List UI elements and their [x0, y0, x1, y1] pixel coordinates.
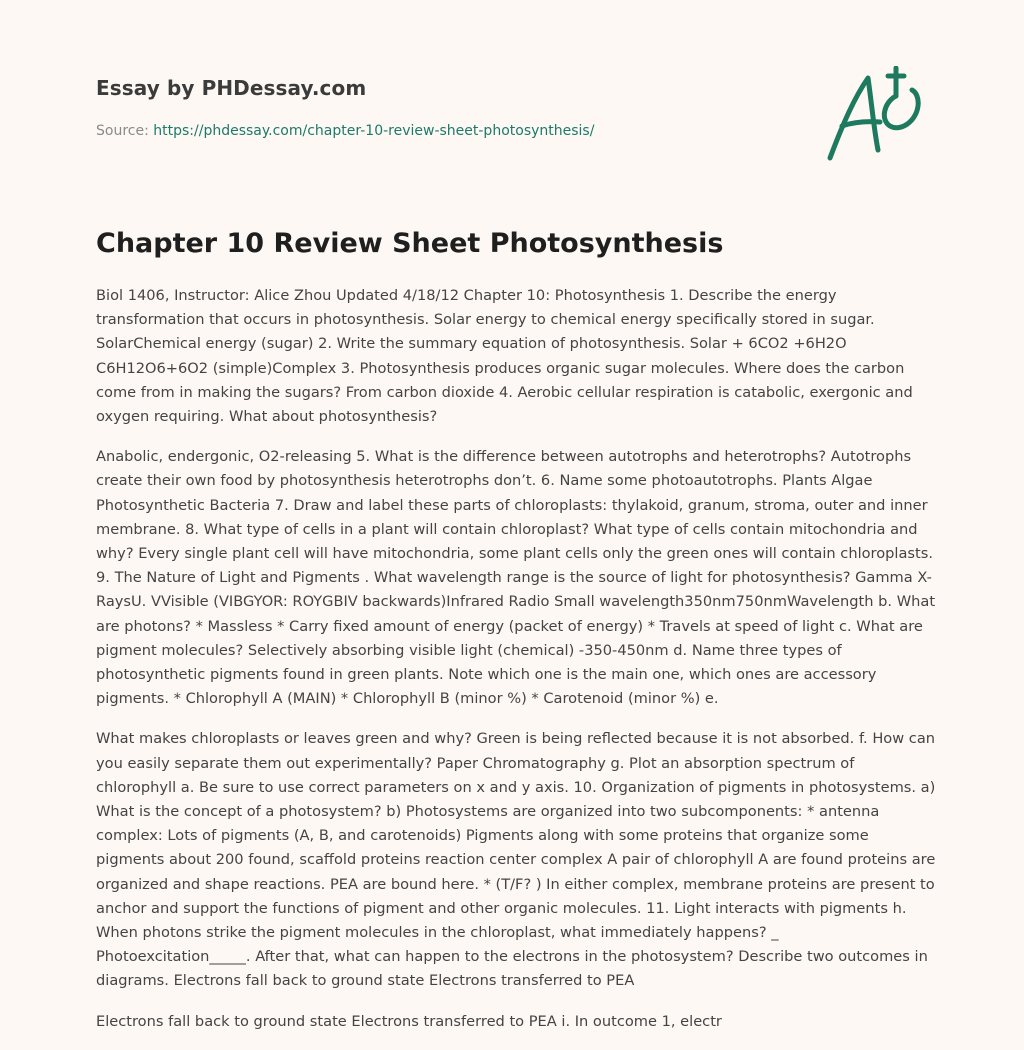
- source-link[interactable]: https://phdessay.com/chapter-10-review-sheet-photosynthesis/: [153, 123, 595, 139]
- brand-title: Essay by PHDessay.com: [96, 76, 367, 100]
- paragraph: What makes chloroplasts or leaves green and why? Green is being reflected because it is not absorbed. f. How can you easily separate them out experimentally? Paper Chromatography g. Plot an absorption spectrum of chlorophyll a. Be sure to use correct parameters on x and y axis. 10. Organization of pigments in photosystems. a) What is the concept of a photosystem? b) Photosystems are organized into two subcomponents: * antenna complex: Lots of pigments (A, B, and carotenoids) Pigments along with some proteins that organize some pigments about 200 found, scaffold proteins reaction center complex A pair of chlorophyll A are found proteins are organized and shape reactions. PEA are bound here. * (T/F? ) In either complex, membrane proteins are present to anchor and support the functions of pigment and other organic molecules. 11. Light interacts with pigments h. When photons strike the pigment molecules in the chloroplast, what immediately happens? _ Photoexcitation_____. After that, what can happen to the electrons in the photosystem? Describe two outcomes in diagrams. Electrons fall back to ground state Electrons transferred to PEA: [96, 730, 936, 990]
- document-body: [96, 284, 936, 1050]
- paragraph: Anabolic, endergonic, O2-releasing 5. What is the difference between autotrophs and heterotrophs? Autotrophs create their own food by photosynthesis heterotrophs don’t. 6. Name some photoautotrophs. Plants Algae Photosynthetic Bacteria 7. Draw and label these parts of chloroplasts: thylakoid, granum, stroma, outer and inner membrane. 8. What type of cells in a plant will contain chloroplast? What type of cells contain mitochondria and why? Every single plant cell will have mitochondria, some plant cells only the green ones will contain chloroplasts. 9. The Nature of Light and Pigments . What wavelength range is the source of light for photosynthesis? Gamma X-RaysU. VVisible (VIBGYOR: ROYGBIV backwards)Infrared Radio Small wavelength350nm750nmWavelength b. What are photons? * Massless * Carry fixed amount of energy (packet of energy) * Travels at speed of light c. What are pigment molecules? Selectively absorbing visible light (chemical) -350-450nm d. Name three types of photosynthetic pigments found in green plants. Note which one is the main one, which ones are accessory pigments. * Chlorophyll A (MAIN) * Chlorophyll B (minor %) * Carotenoid (minor %) e.: [96, 448, 936, 708]
- source-label: Source:: [96, 123, 154, 139]
- a-plus-logo-icon: [820, 66, 930, 166]
- paragraph: Electrons fall back to ground state Electrons transferred to PEA i. In outcome 1, electr: [96, 1012, 722, 1030]
- document-title: Chapter 10 Review Sheet Photosynthesis: [96, 228, 724, 259]
- a-plus-logo: [820, 66, 930, 166]
- header: [96, 76, 796, 139]
- source-line: [96, 123, 796, 139]
- paragraph: Biol 1406, Instructor: Alice Zhou Updated 4/18/12 Chapter 10: Photosynthesis 1. Describe the energy transformation that occurs in photosynthesis. Solar energy to chemical energy specifically stored in sugar. SolarChemical energy (sugar) 2. Write the summary equation of photosynthesis. Solar + 6CO2 +6H2O C6H12O6+6O2 (simple)Complex 3. Photosynthesis produces organic sugar molecules. Where does the carbon come from in making the sugars? From carbon dioxide 4. Aerobic cellular respiration is catabolic, exergonic and oxygen requiring. What about photosynthesis?: [96, 287, 913, 426]
